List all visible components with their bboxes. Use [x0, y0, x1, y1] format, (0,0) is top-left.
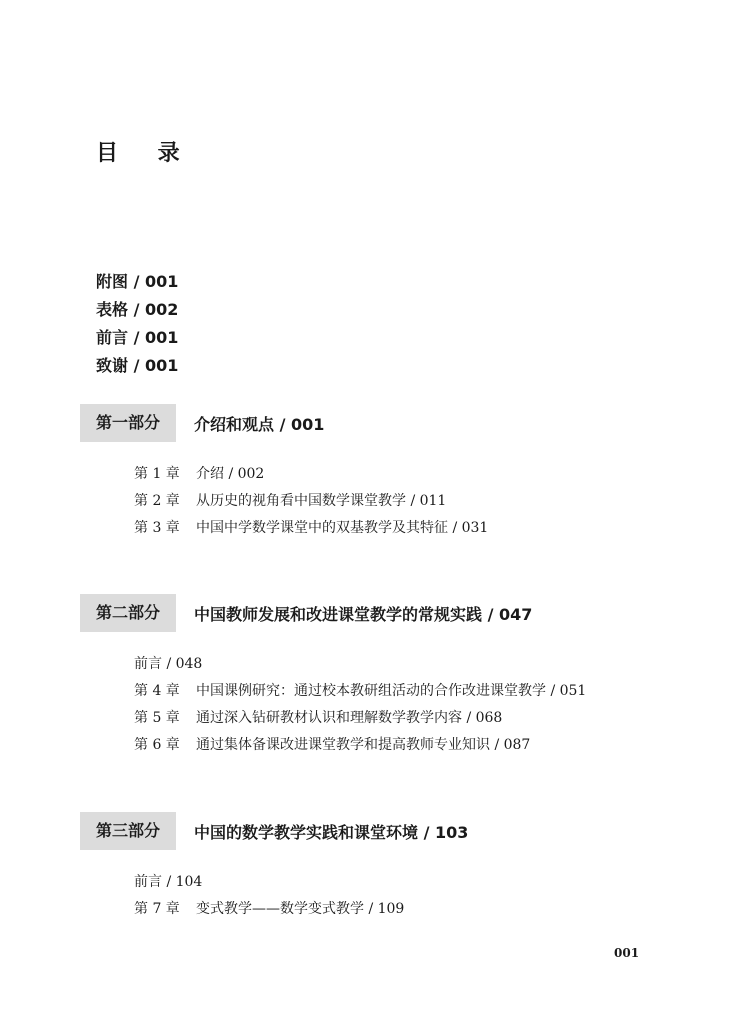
part-label: 第三部分 — [80, 812, 176, 850]
chapter-title: 前言 / 048 — [134, 656, 203, 672]
chapter-title: 中国中学数学课堂中的双基教学及其特征 / 031 — [196, 520, 489, 536]
chapter-title: 前言 / 104 — [134, 874, 203, 890]
chapter-title: 从历史的视角看中国数学课堂教学 / 011 — [196, 493, 447, 509]
front-matter-item[interactable]: 前言 / 001 — [96, 328, 179, 347]
chapter-number: 第 3 章 — [134, 520, 180, 536]
chapter-entry[interactable] — [134, 869, 404, 896]
chapter-title: 变式教学——数学变式教学 / 109 — [196, 901, 405, 917]
page-number: 001 — [614, 946, 640, 960]
front-matter-item[interactable]: 表格 / 002 — [96, 300, 179, 319]
chapter-number: 第 6 章 — [134, 737, 180, 753]
part-label: 第一部分 — [80, 404, 176, 442]
chapter-title: 介绍 / 002 — [196, 466, 265, 482]
part-header-2 — [80, 594, 532, 632]
chapter-list-3 — [134, 869, 404, 923]
part-header-1 — [80, 404, 324, 442]
part-header-3 — [80, 812, 468, 850]
chapter-entry[interactable] — [134, 732, 586, 759]
front-matter-list — [96, 268, 178, 380]
chapter-number: 第 5 章 — [134, 710, 180, 726]
part-title[interactable]: 介绍和观点 / 001 — [194, 414, 325, 434]
chapter-number: 第 4 章 — [134, 683, 180, 699]
part-title[interactable]: 中国的数学教学实践和课堂环境 / 103 — [194, 822, 469, 842]
chapter-entry[interactable] — [134, 705, 586, 732]
chapter-number: 第 2 章 — [134, 493, 180, 509]
chapter-entry[interactable] — [134, 488, 488, 515]
chapter-title: 中国课例研究：通过校本教研组活动的合作改进课堂教学 / 051 — [196, 683, 587, 699]
part-label: 第二部分 — [80, 594, 176, 632]
chapter-entry[interactable] — [134, 678, 586, 705]
page-title: 目 录 — [96, 141, 196, 166]
chapter-title: 通过集体备课改进课堂教学和提高教师专业知识 / 087 — [196, 737, 531, 753]
chapter-entry[interactable] — [134, 896, 404, 923]
front-matter-item[interactable]: 致谢 / 001 — [96, 356, 179, 375]
chapter-list-2 — [134, 651, 586, 759]
chapter-number: 第 7 章 — [134, 901, 180, 917]
front-matter-item[interactable]: 附图 / 001 — [96, 272, 179, 291]
chapter-list-1 — [134, 461, 488, 542]
chapter-number: 第 1 章 — [134, 466, 180, 482]
chapter-title: 通过深入钻研教材认识和理解数学教学内容 / 068 — [196, 710, 503, 726]
part-title[interactable]: 中国教师发展和改进课堂教学的常规实践 / 047 — [194, 604, 533, 624]
chapter-entry[interactable] — [134, 651, 586, 678]
chapter-entry[interactable] — [134, 515, 488, 542]
chapter-entry[interactable] — [134, 461, 488, 488]
